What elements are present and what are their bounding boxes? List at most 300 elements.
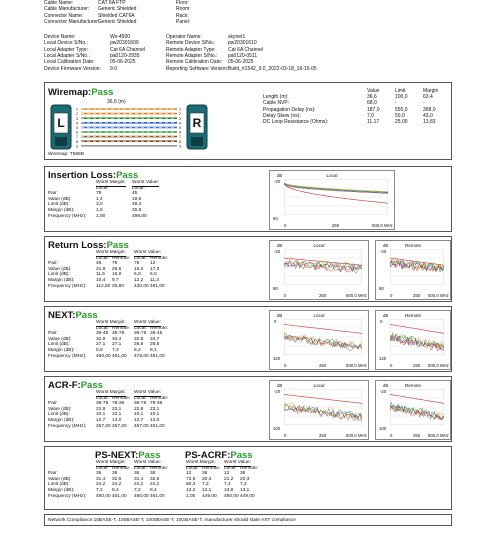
device-value-right: pw20301610 [228,40,257,47]
wiremap-pin-left: 2 [76,112,78,117]
table-cell: 12,7 [96,417,106,423]
table-row-label: Limit (dB): [48,482,70,488]
table-cell: 6,2 [134,347,141,353]
return-loss-title: Return Loss:Pass [48,240,129,251]
wiremap-stat-value: - [395,100,397,107]
table-cell: 461,00 [150,423,165,429]
wiremap-stat-value: 100,0 [395,94,408,100]
table-row-label: Margin (dB): [48,207,75,213]
table-row-label: Limit (dB): [48,272,70,278]
device-key-right: Remote Adapter Type: [166,46,216,53]
table-row-label: Margin (dB): [48,417,75,423]
table-cell: 461,00 [150,493,165,499]
table-cell: 461,00 [112,493,127,499]
table-cell: 13,1 [240,487,250,493]
table-cell: 20,3 [240,476,250,482]
chart-x-tick: 0 [284,433,287,438]
wiremap-length: 36,6 (m) [107,99,126,105]
chart-plot [284,389,362,425]
chart-x-tick: 500,0 MHz [346,293,367,298]
table-cell: 23,1 [112,406,122,412]
table-cell: 34,4 [112,336,122,342]
table-cell: 1,00 [186,493,196,499]
cable-value: Shielded CAT6A [98,12,135,19]
wiremap-stat-value: 7,0 [367,112,374,119]
wiremap-pin-left: 8 [76,139,78,144]
chart-x-tick: 0 [284,223,287,228]
wiremap-pin-right: 3 [179,116,181,121]
table-cell: 45 [132,191,138,197]
table-subheader: Local: [186,465,199,471]
wiremap-stat-value: 68,0 [367,100,377,107]
table-subheader: Remote: [112,395,131,401]
table-cell: 3,0 [96,202,103,208]
chart-y-unit: dB [383,383,389,388]
table-subheader: Local: [134,465,147,471]
table-cell: 36 [112,471,118,477]
acrf-chart-local [269,380,369,440]
table-cell: 460,00 [134,493,149,499]
chart-y-unit: dB [277,173,283,178]
device-key-right: Remote Adapter S/No.: [166,52,218,59]
wiremap-stat-value: 13,83 [423,119,436,126]
wiremap-stat-header: Margin [423,88,439,94]
table-cell: 10,1 [150,412,160,418]
wiremap-stat-value: 187,0 [367,106,380,113]
table-row-label: Pair: [48,401,58,407]
chart-x-tick: 0 [284,293,287,298]
table-cell: 457,00 [96,423,111,429]
wiremap-pin-right: 2 [179,112,181,117]
wiremap-pin-right: 7 [179,135,181,140]
wiremap-stat-key: Cable NVP: [263,100,290,107]
table-cell: 9,7 [112,277,119,283]
table-cell: 36 [240,471,246,477]
chart-title: Local [326,173,338,178]
table-cell: 12 [150,261,156,267]
table-cell: 32,6 [150,476,160,482]
return-loss-table [48,250,258,289]
table-cell: 27,1 [96,342,106,348]
table-cell: 460,00 [96,353,111,359]
chart-y-bottom: 80 [379,286,384,291]
wiremap-pin-left: 4 [76,121,78,126]
table-cell: 36 [202,471,208,477]
next-panel [44,306,452,372]
table-cell: 481,00 [150,353,165,359]
table-cell: 36 [150,471,156,477]
wiremap-status: Pass [91,87,114,98]
table-cell: 13,0 [150,417,160,423]
table-row-label: Value (dB): [48,336,72,342]
table-cell: 26,6 [134,342,144,348]
table-cell: 32,6 [112,476,122,482]
acrf-status: Pass [80,380,103,391]
table-group-header: Worst Margin: [186,460,216,465]
table-cell: 12,2 [134,277,144,283]
device-value: pw20301609 [110,40,139,47]
table-cell: 11,3 [150,277,159,283]
table-cell: 22,8 [134,406,144,412]
ps-table [48,460,288,499]
table-row-label: Margin (dB): [48,487,75,493]
next-chart-local [269,310,369,370]
table-row-label: Limit (dB): [48,412,70,418]
chart-x-tick: 0 [284,363,287,368]
device-info [44,34,464,78]
cable-key: Cable Manufacturer: [44,6,90,13]
table-cell: 481,00 [150,283,165,289]
chart-x-tick: 250 [332,223,340,228]
table-row-label: Value (dB): [48,406,72,412]
return-loss-chart-local [269,240,369,300]
chart-y-unit: dB [383,243,389,248]
table-cell: 36-78 [134,331,147,337]
chart-limit-line [284,394,362,403]
table-cell: 1,6 [96,207,103,213]
table-subheader: Remote: [150,465,169,471]
chart-x-tick: 500,0 MHz [428,293,449,298]
chart-x-tick: 250 [413,363,421,368]
table-cell: 78-36 [112,401,125,407]
cable-key-2: Floor: [176,0,189,6]
device-value-right: pa0120-0511 [228,52,258,59]
table-cell: 78 [112,261,118,267]
table-cell: 1,90 [96,213,106,219]
table-cell: 17,3 [150,266,160,272]
table-cell: 450,00 [224,493,239,499]
table-cell: 24,2 [96,482,106,488]
chart-plot [284,319,362,355]
table-cell: 36 [134,471,140,477]
table-group-header: Worst Value: [134,390,162,395]
table-row-label: Limit (dB): [48,342,70,348]
table-cell: 461,00 [112,353,127,359]
insertion-loss-panel [44,166,452,232]
return-loss-status: Pass [106,240,129,251]
table-group-header: Worst Value: [134,460,162,465]
compliance-footer [44,514,452,526]
table-subheader: Remote: [150,325,169,331]
wiremap-pin-left: 1 [76,107,78,112]
table-subheader: Remote: [112,255,131,261]
wiremap-pin-left: 7 [76,135,78,140]
table-row-label: Pair: [48,191,58,197]
table-cell: 8,1 [150,347,157,353]
next-chart-remote [375,310,451,370]
table-cell: 10,1 [134,412,144,418]
table-cell: 36-78 [134,401,147,407]
table-subheader: Remote: [202,465,221,471]
table-cell: 36 [96,471,102,477]
table-subheader: Local: [134,325,147,331]
chart-y-top: -20 [274,389,281,394]
table-cell: 7,2 [202,482,209,488]
table-row-label: Frequency (MHz): [48,213,87,219]
wiremap-stat-key: DC Loop Resistance (Ohms): [263,119,329,126]
table-cell: 10,1 [96,412,106,418]
table-cell: 11,5 [96,272,105,278]
table-cell: 498,00 [132,213,147,219]
next-table [48,320,258,359]
cable-key: Connector Manufacturer: [44,18,100,25]
chart-x-tick: 250 [319,293,327,298]
table-row [48,494,288,500]
wiremap-stat-header: Limit [395,88,406,94]
device-key-right: Remote Calibration Date: [166,59,223,66]
psacrf-title: PS-ACRF:Pass [185,450,253,461]
device-key: Local Adapter S/No.: [44,52,90,59]
table-cell: 5,8 [96,347,103,353]
table-cell: 12,7 [134,417,144,423]
chart-x-tick: 250 [413,293,421,298]
chart-y-unit: dB [277,313,283,318]
chart-y-unit: dB [277,243,283,248]
device-value: 9.0 [110,65,117,72]
wiremap-pin-right: 5 [179,126,181,130]
table-row-label: Limit (dB): [48,202,70,208]
wiremap-pin-right: 8 [179,139,181,144]
table-cell: 18,2 [134,266,144,272]
table-group-header: Worst Margin: [96,320,126,325]
chart-y-top: -20 [274,179,281,184]
device-value: pa0120-2935 [110,52,140,59]
table-cell: 10,1 [112,412,122,418]
table-cell: 6,0 [134,272,141,278]
chart-x-tick: 500,0 MHz [346,363,367,368]
table-row [48,424,258,430]
chart-x-tick: 250 [413,433,421,438]
table-cell: 36-45 [150,331,163,337]
wiremap-stat-key: Length (m): [263,94,289,100]
wiremap-stat-value: 368,0 [423,106,436,113]
table-group-header: Worst Value: [132,180,160,185]
device-key: Local Adapter Type: [44,46,89,53]
chart-trace [390,333,444,349]
table-subheader: Local: [132,185,145,191]
table-row [48,354,258,360]
table-cell: 24,2 [112,482,122,488]
chart-plot [284,179,388,215]
table-cell: 78-36 [150,401,163,407]
chart-title: Local [313,243,325,248]
chart-y-unit: dB [277,383,283,388]
device-value-right: Build_#1542_9.0_2022-03-18_16-15-05 [228,65,317,72]
chart-title: Local [313,383,325,388]
wiremap-stats [263,88,451,138]
remote-tester-base [191,137,203,146]
table-row-label: Margin (dB): [48,277,75,283]
wiremap-stat-value: 36,6 [367,94,377,100]
table-cell: 26,80 [112,283,125,289]
chart-y-bottom: 60 [273,216,278,221]
insertion-loss-title: Insertion Loss:Pass [48,170,139,181]
chart-trace [284,403,362,419]
wiremap-pin-right: S [179,144,182,149]
chart-y-bottom: 100 [379,426,387,431]
table-group-header: Worst Margin: [96,390,126,395]
chart-plot [390,319,444,355]
table-row-label: Pair: [48,261,58,267]
device-value: Wx-4500 [110,34,131,40]
table-cell: 460,00 [96,493,111,499]
wiremap-diagram [49,103,209,155]
insertion-loss-status: Pass [116,170,139,181]
table-cell: 13,1 [202,487,212,493]
next-title: NEXT:Pass [48,310,98,321]
local-tester-base [55,137,67,146]
table-subheader: Local: [96,465,109,471]
table-cell: 16,9 [112,272,122,278]
table-cell: 8,4 [150,487,157,493]
table-cell: 31,4 [96,476,106,482]
table-group-header: Worst Margin: [96,250,126,255]
table-cell: 8,4 [112,487,119,493]
acrf-panel [44,376,452,442]
table-cell: 457,00 [112,423,127,429]
wiremap-stat-value: 11,17 [367,119,380,126]
device-key-right: Remote Device S/No.: [166,40,216,47]
table-cell: 7,2 [134,487,141,493]
chart-x-tick: 0 [390,433,393,438]
table-group-header: Worst Value: [134,320,162,325]
psnext-status: Pass [138,450,161,461]
table-cell: 36-78 [112,331,125,337]
wiremap-pin-right: 1 [179,107,181,112]
acrf-title: ACR-F:Pass [48,380,103,391]
chart-limit-line [390,324,444,333]
chart-y-bottom: 120 [273,356,281,361]
table-cell: 12 [186,471,192,477]
chart-y-top: 0 [380,319,383,324]
chart-x-tick: 500,0 MHz [428,433,449,438]
table-cell: 7,2 [96,487,103,493]
table-cell: 478,00 [134,353,149,359]
compliance-text: Network Compliance:10BASE-T, 100BASE-T, 1000BASE-T, 10GBASE-T, manufacturer should state AXT compliance [48,518,296,523]
device-value-right: skynet1 [228,34,246,40]
psacrf-status: Pass [230,450,253,461]
acrf-chart-remote [375,380,451,440]
wiremap-pin-left: 3 [76,116,78,121]
table-cell: 27,1 [112,342,122,348]
table-cell: 32,9 [96,336,106,342]
remote-label: R [192,116,202,130]
table-cell: 12 [224,471,230,477]
wiremap-footer: Wiremap: T568B [48,152,84,157]
table-cell: 21,2 [224,476,234,482]
device-key: Device Name: [44,34,76,40]
table-cell: 13,0 [112,417,122,423]
chart-x-tick: 500,0 MHz [372,223,393,228]
table-subheader: Remote: [150,255,169,261]
chart-x-tick: 500,0 MHz [346,433,367,438]
table-subheader: Local: [134,395,147,401]
table-subheader: Remote: [240,465,259,471]
wiremap-stat-value: 63,4 [423,94,433,100]
table-cell: 20,3 [202,476,212,482]
chart-y-bottom: 120 [379,356,387,361]
table-cell: 73,5 [186,476,196,482]
table-subheader: Local: [96,395,109,401]
cable-key-2: Panel: [176,18,191,25]
table-subheader: Remote: [112,465,131,471]
table-cell: 449,00 [240,493,255,499]
table-row [48,284,258,290]
chart-y-top: -20 [274,249,281,254]
table-cell: 49,2 [132,202,142,208]
table-cell: 13,8 [224,487,234,493]
wiremap-title: Wiremap:Pass [48,87,114,98]
device-key-right: Operator Name: [166,34,202,40]
table-row-label: Frequency (MHz): [48,493,87,499]
table-row-label: Pair: [48,331,58,337]
table-row-label: Value (dB): [48,196,72,202]
device-key: Local Device S/No.: [44,40,88,47]
next-status: Pass [75,310,98,321]
ps-panel [44,446,452,510]
table-cell: 6,0 [150,272,157,278]
wiremap-pin-left: 6 [76,130,78,135]
device-value: 05-06-2025 [110,59,136,66]
cable-value: Generic Shielded [98,18,137,25]
table-cell: 430,00 [134,283,149,289]
table-cell: 23,1 [150,406,160,412]
chart-y-bottom: 80 [273,286,278,291]
cable-key: Cable Name: [44,0,74,6]
table-row-label: Frequency (MHz): [48,423,87,429]
table-cell: 78 [96,191,102,197]
table-row-label: Pair: [48,471,58,477]
cable-key: Connector Name: [44,12,84,19]
table-cell: 45 [96,261,102,267]
cable-value: Generic Shielded [98,6,137,13]
local-label: L [57,116,65,130]
table-subheader: Local: [96,255,109,261]
device-value: Cat 6A Channel [110,46,146,53]
table-cell: 31,4 [134,476,144,482]
table-cell: 7,3 [112,347,119,353]
table-cell: 7,2 [240,482,247,488]
chart-title: Remote [404,243,422,248]
table-subheader: Remote: [150,395,169,401]
return-loss-panel [44,236,452,302]
chart-x-tick: 500,0 MHz [428,363,449,368]
table-subheader: Local: [134,255,147,261]
wiremap-pin-right: 4 [179,121,181,126]
wiremap-panel [44,82,452,160]
cable-key-2: Rack: [176,12,189,19]
acrf-table [48,390,258,429]
wiremap-stat-key: Delay Skew (ns): [263,112,301,119]
table-row-label: Value (dB): [48,266,72,272]
table-row-label: Margin (dB): [48,347,75,353]
chart-plot [390,389,444,425]
table-cell: 30,6 [132,207,142,213]
chart-title: Local [313,313,325,318]
chart-title: Remote [404,313,422,318]
table-group-header: Worst Value: [224,460,252,465]
table-cell: 32,8 [134,336,144,342]
chart-title: Remote [404,383,422,388]
table-subheader: Remote: [112,325,131,331]
cable-info [44,0,404,28]
table-cell: 13,2 [186,487,196,493]
chart-plot [390,249,444,285]
table-group-header: Worst Value: [134,250,162,255]
chart-x-tick: 0 [390,293,393,298]
wiremap-pin-left: 5 [76,126,78,130]
table-cell: 78 [134,261,140,267]
